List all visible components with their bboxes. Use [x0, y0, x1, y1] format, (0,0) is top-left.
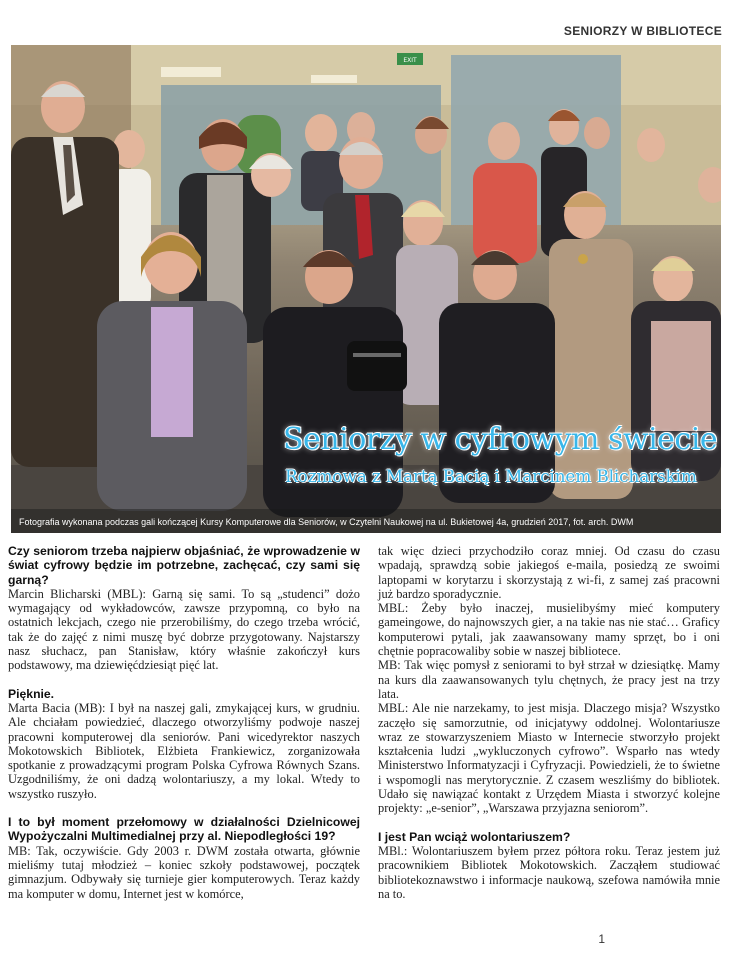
page-number: 1: [598, 932, 605, 946]
answer-paragraph: MB: Tak więc pomysł z seniorami to był strzał w dziesiątkę. Mamy na kurs dla zaawansowanych tylu chętnych, że pracy jest na trzy lata.: [378, 658, 720, 701]
section-header: SENIORZY W BIBLIOTECE: [563, 24, 722, 38]
exit-sign-text: EXIT: [403, 57, 417, 64]
answer-paragraph: Marta Bacia (MB): I był na naszej gali, zmykającej kurs, w grudniu. Ale chciałam powiedzieć, dlaczego otworzyliśmy podwoje naszej pracowni komputerowej dla seniorów. Pani wicedyrektor naszych Mokotowskich Bibliotek, Elżbieta Frankiewicz, zorganizowała spotkanie z prowadzącymi program Polska Cyfrowa Równych Szans. Uzgodniliśmy, że oni dadzą wolontariuszy, a my lokal. Wtedy to wszystko ruszyło.: [8, 700, 360, 801]
photo-caption: Fotografia wykonana podczas gali kończącej Kursy Komputerowe dla Seniorów, w Czytelni Naukowej na ul. Bukietowej 4a, grudzień 2017, fot. arch. DWM: [19, 517, 634, 527]
group-photo: [11, 45, 721, 533]
answer-paragraph: MBL: Ale nie narzekamy, to jest misja. Dlaczego misja? Wszystko zaczęło się samorzutnie, od inicjatywy oddolnej. Wolontariusze wraz ze stowarzyszeniem Miasto w Internecie stworzyło projekt kształcenia ludzi „wykluczonych cyfrowo”. Wsparło nas wtedy Ministerstwo Informatyzacji i Cyfryzacji. Powiedzieli, że to świetne i wspomogli nas merytorycznie. Z czasem weszliśmy do bibliotek. Udało się nawiązać kontakt z Urzędem Miasta i stworzyć kolejne projekty: „e-senior”, „Warszawa przyjazna seniorom”.: [378, 701, 720, 816]
article-column-right: [378, 544, 720, 901]
answer-paragraph: tak więc dzieci przychodziło coraz mniej. Od czasu do czasu wpadają, sprawdzą sobie jakiegoś e-maila, posiedzą ze swoimi laptopami w korytarzu i skorzystają z wi-fi, z samej zaś pracowni już bardzo sporadycznie.: [378, 544, 720, 601]
question: I jest Pan wciąż wolontariuszem?: [378, 829, 571, 844]
answer-paragraph: MBL: Żeby było inaczej, musielibyśmy mieć komputery gameingowe, do najnowszych gier, a na takie nas nie stać… Graficy komputerowi pytali, jak zaawansowany mamy sprzęt, bo i oni chętnie popracowaliby sobie w naszej bibliotece.: [378, 601, 720, 659]
answer-paragraph: MBl.: Wolontariuszem byłem przez półtora roku. Teraz jestem już pracownikiem Bibliotek Mokotowskich. Zacząłem studiować bibliotekoznawstwo i informacje naukową, szefowa namówiła mnie na to.: [378, 843, 720, 901]
question: Czy seniorom trzeba najpierw objaśniać, że wprowadzenie w świat cyfrowy będzie im potrzebne, zachęcać, czy sami się garną?: [8, 544, 360, 587]
question: Pięknie.: [8, 686, 55, 701]
question: I to był moment przełomowy w działalności Dzielnicowej Wypożyczalni Multimedialnej przy al. Niepodległości 19?: [8, 815, 360, 844]
article-title: Seniorzy w cyfrowym świecie: [283, 422, 718, 457]
photo-illustration: [11, 45, 721, 533]
article-subtitle: Rozmowa z Martą Bacią i Marcinem Blicharskim: [285, 467, 697, 487]
answer-paragraph: Marcin Blicharski (MBL): Garną się sami. To są „studenci” dożo wymagający od wykładowców, zawsze przypomną, co było na ostatnich lekcjach, czego nie przerobiliśmy, do czego trzeba wrócić, tak że do zajęć z nimi muszę być dobrze przygotowany. Najstarszy nasz słuchacz, pan Stanisław, który właśnie zakończył kurs podstawowy, ma dziewięćdziesiąt pięć lat.: [8, 586, 360, 673]
answer-paragraph: MB: Tak, oczywiście. Gdy 2003 r. DWM została otwarta, głównie mieliśmy tutaj młodzież – koniec szkoły podstawowej, początek gimnazjum. Odbywały się turnieje gier komputerowych. Teraz każdy ma komputer w domu, Internet jest w komórce,: [8, 843, 360, 901]
article-column-left: [8, 544, 360, 901]
